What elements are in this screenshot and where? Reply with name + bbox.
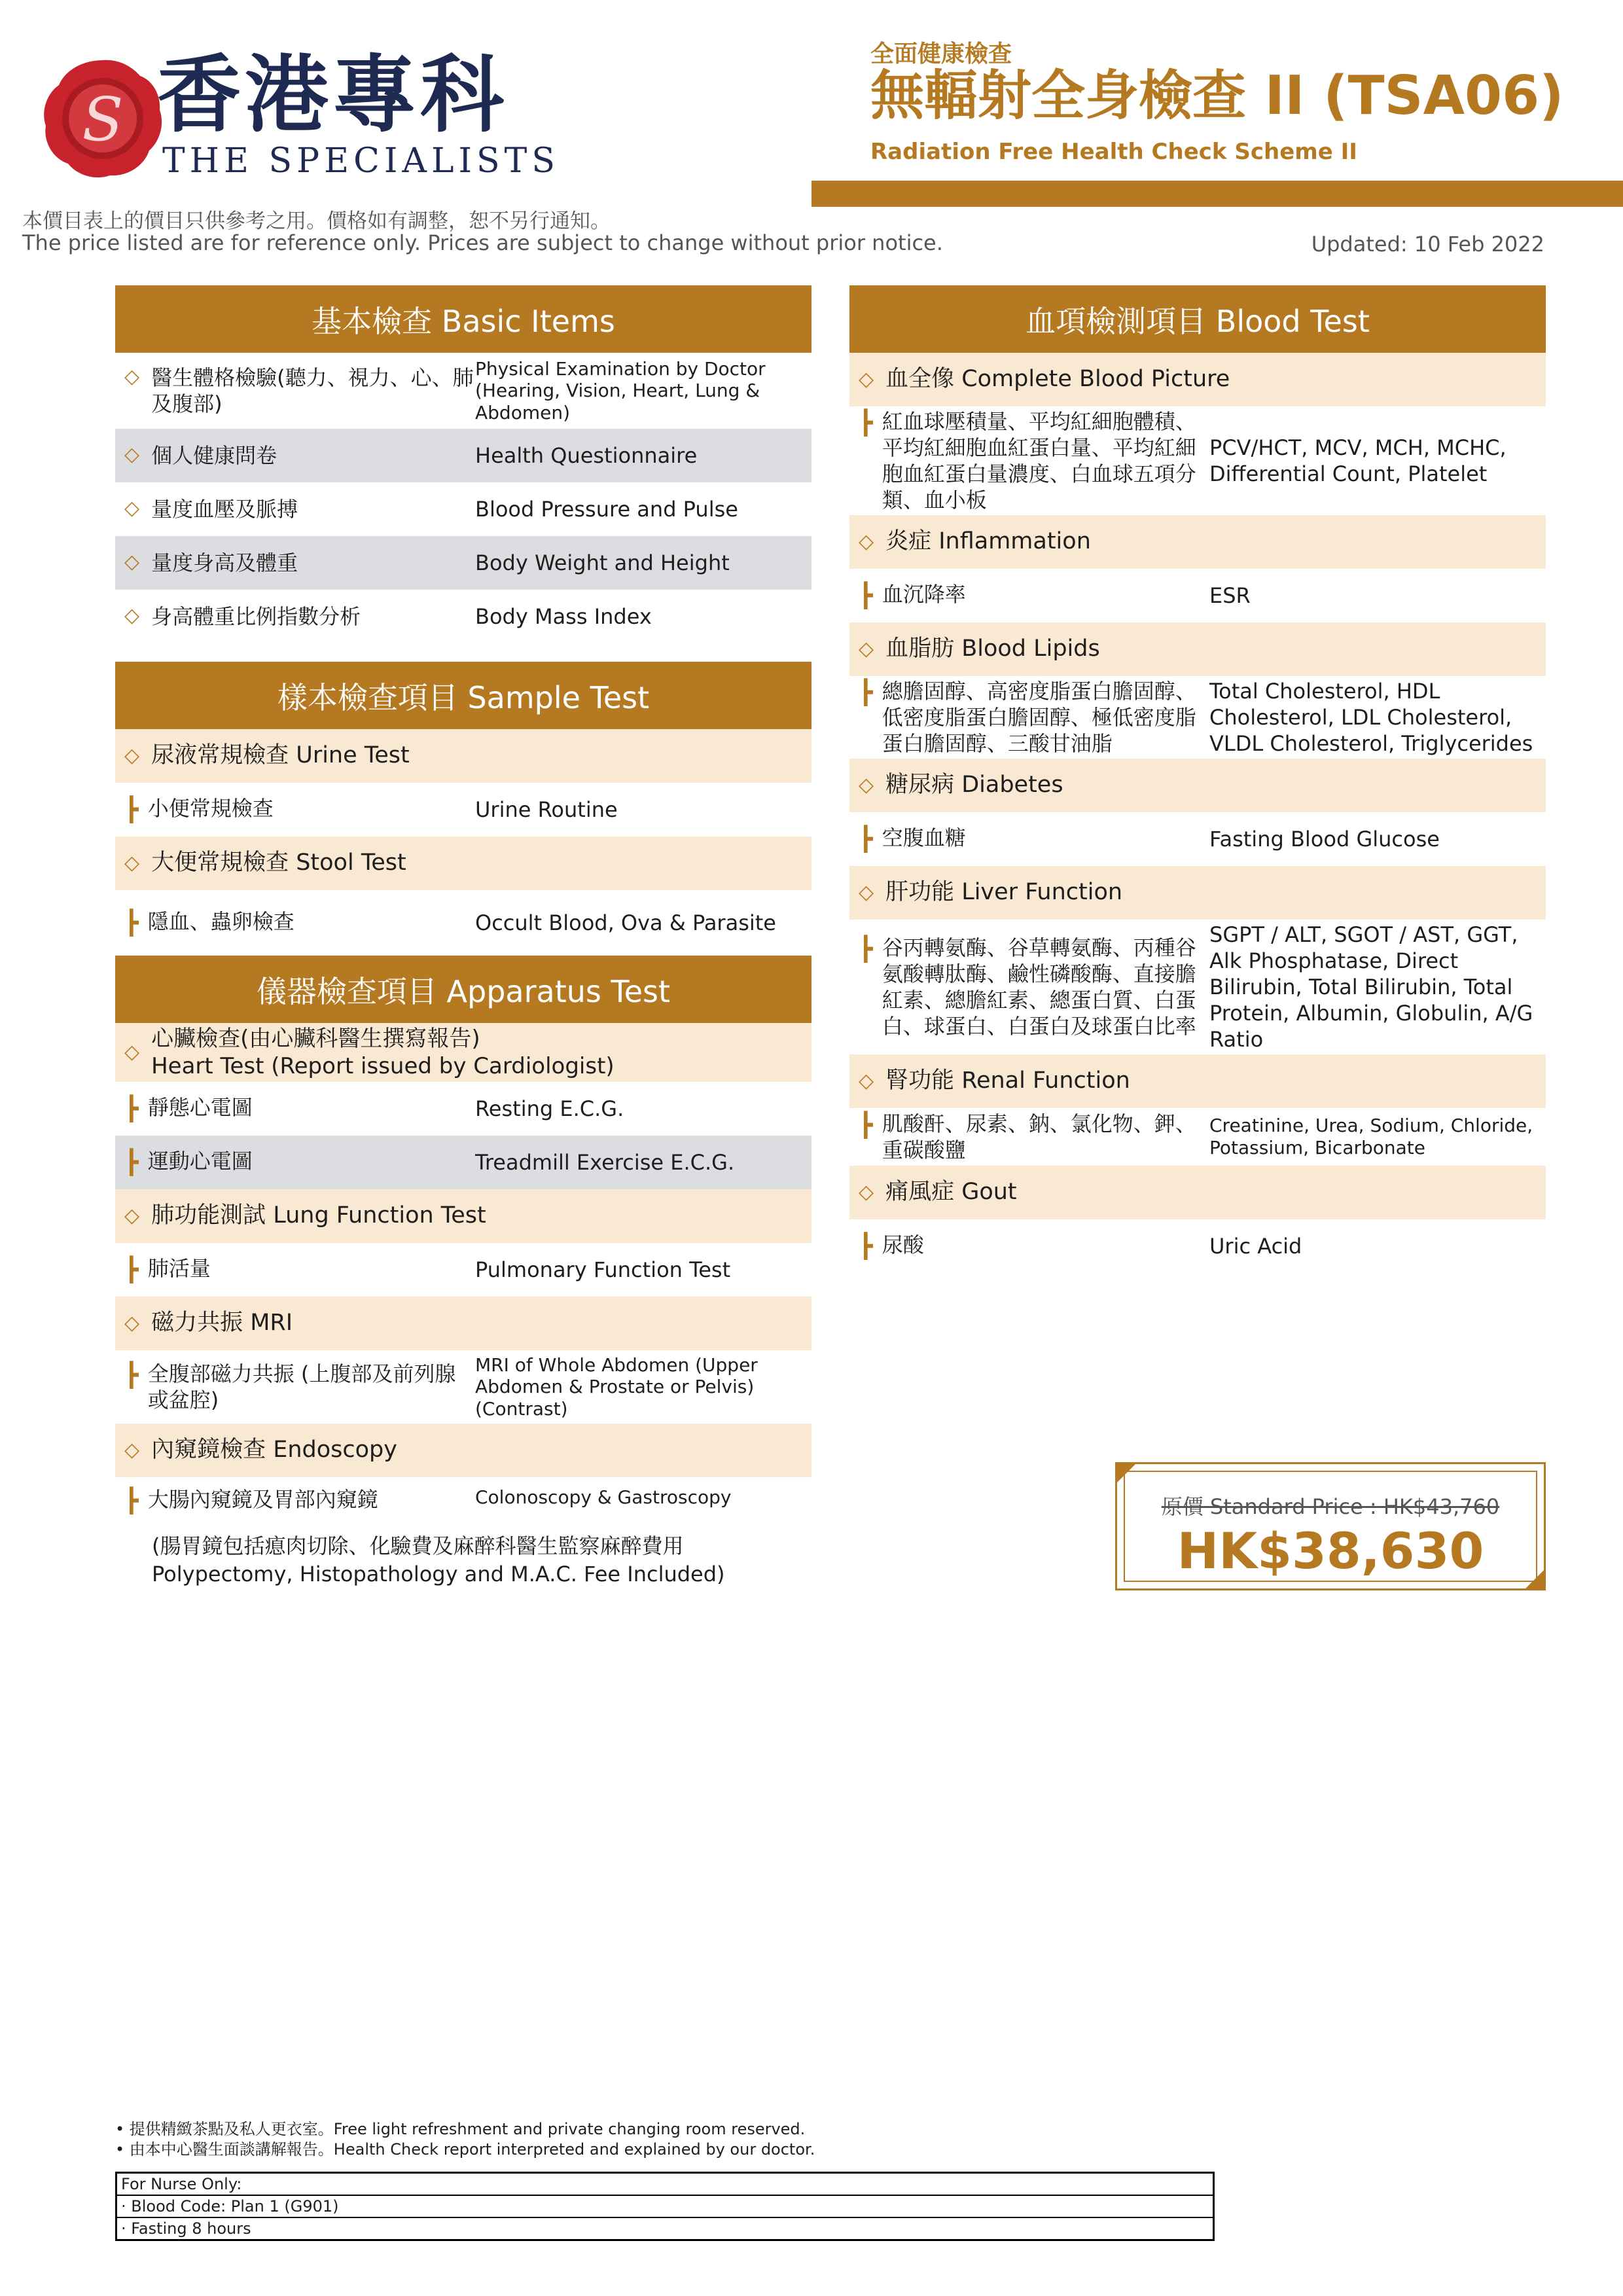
category-row: [115, 1023, 812, 1082]
category-title: 血全像 Complete Blood Picture: [885, 366, 1230, 393]
item-label-en: SGPT / ALT, SGOT / AST, GGT, Alk Phosphatase, Direct Bilirubin, Total Bilirubin, Total Protein, Albumin, Globulin, A/G Ratio: [1209, 922, 1533, 1052]
branch-icon: ┣: [124, 1488, 139, 1515]
diamond-icon: ◇: [124, 852, 140, 875]
category-title-zh: 心臟檢查(由心臟科醫生撰寫報告): [151, 1025, 480, 1052]
category-title: 腎功能 Renal Function: [885, 1067, 1130, 1094]
category-row: [115, 1189, 812, 1243]
diamond-icon: ◇: [124, 497, 140, 520]
branch-icon: ┣: [124, 1095, 139, 1122]
item-label-zh: 量度血壓及脈搏: [151, 497, 298, 522]
item-label-zh: 大腸內窺鏡及胃部內窺鏡: [147, 1487, 378, 1512]
branch-icon: ┣: [859, 582, 873, 609]
category-row: [115, 1424, 812, 1477]
note-en: Polypectomy, Histopathology and M.A.C. Fee Included): [152, 1562, 725, 1587]
category-title: 炎症 Inflammation: [885, 528, 1091, 555]
branch-icon: ┣: [124, 909, 139, 937]
diamond-icon: ◇: [124, 550, 140, 573]
item-label-zh: 運動心電圖: [147, 1148, 253, 1174]
footer-notes: [115, 2119, 815, 2160]
diamond-icon: ◇: [859, 774, 874, 797]
category-title-en: Heart Test (Report issued by Cardiologist): [151, 1053, 615, 1079]
category-row: [849, 515, 1546, 569]
item-label-zh: 肺活量: [147, 1255, 211, 1281]
branch-icon: ┣: [124, 1362, 139, 1389]
branch-icon: ┣: [124, 1149, 139, 1176]
diamond-icon: ◇: [859, 368, 874, 391]
branch-icon: ┣: [124, 796, 139, 823]
diamond-icon: ◇: [859, 1181, 874, 1204]
category-title: 尿液常規檢查 Urine Test: [151, 742, 410, 769]
item-label-zh: 尿酸: [882, 1232, 924, 1257]
updated-date: Updated: 10 Feb 2022: [1311, 232, 1544, 257]
price-inner-frame: [1124, 1471, 1537, 1582]
category-title: 磁力共振 MRI: [151, 1310, 293, 1336]
disclaimer-zh: 本價目表上的價目只供參考之用。價格如有調整，恕不另行通知。: [22, 209, 611, 233]
item-label-en: Body Mass Index: [475, 604, 652, 629]
footer-note: • 由本中心醫生面談講解報告。Health Check report interpreted and explained by our doctor.: [115, 2140, 815, 2159]
sub-item-row: [115, 1136, 812, 1189]
page-title: 無輻射全身檢查 II (TSA06): [870, 65, 1564, 127]
item-label-en: MRI of Whole Abdomen (Upper Abdomen & Prostate or Pelvis) (Contrast): [475, 1354, 758, 1420]
nurse-only-table: [115, 2172, 1215, 2241]
item-label-en: Blood Pressure and Pulse: [475, 497, 738, 522]
item-label-en: Health Questionnaire: [475, 443, 698, 468]
category-title: 大便常規檢查 Stool Test: [151, 850, 406, 876]
diamond-icon: ◇: [124, 1312, 140, 1335]
seal-logo-icon: [41, 56, 165, 181]
sub-item-row: [849, 920, 1546, 1054]
item-label-zh: 谷丙轉氨酶、谷草轉氨酶、丙種谷氨酸轉肽酶、鹼性磷酸酶、直接膽紅素、總膽紅素、總蛋白質、白蛋白、球蛋白、白蛋白及球蛋白比率: [882, 935, 1196, 1039]
sub-item-row: [115, 1082, 812, 1136]
branch-icon: ┣: [859, 1232, 873, 1260]
item-label-en: Pulmonary Function Test: [475, 1257, 731, 1282]
item-label-en: Total Cholesterol, HDL Cholesterol, LDL Cholesterol, VLDL Cholesterol, Triglycerides: [1209, 679, 1533, 756]
item-label-en: Resting E.C.G.: [475, 1096, 624, 1121]
item-label-en: Occult Blood, Ova & Parasite: [475, 910, 776, 935]
footer-note: • 提供精緻茶點及私人更衣室。Free light refreshment and private changing room reserved.: [115, 2120, 806, 2138]
diamond-icon: ◇: [124, 1439, 140, 1462]
diamond-icon: ◇: [859, 881, 874, 905]
category-row: [849, 759, 1546, 812]
section-apparatus-test: 儀器檢查項目 Apparatus Test: [115, 956, 812, 1023]
category-row: [849, 622, 1546, 676]
nurse-table-row: · Fasting 8 hours: [121, 2219, 251, 2238]
category-title: 血脂肪 Blood Lipids: [885, 636, 1100, 662]
branch-icon: ┣: [859, 410, 873, 437]
category-row: [115, 729, 812, 783]
left-column: [115, 285, 812, 1588]
package-price: HK$38,630: [1177, 1522, 1484, 1580]
item-label-zh: 總膽固醇、高密度脂蛋白膽固醇、低密度脂蛋白膽固醇、極低密度脂蛋白膽固醇、三酸甘油脂: [882, 679, 1196, 756]
item-label-en: Body Weight and Height: [475, 550, 730, 575]
item-label-zh: 血沉降率: [882, 581, 966, 607]
diamond-icon: ◇: [859, 637, 874, 661]
sub-item-row: [849, 569, 1546, 622]
item-label-zh: 靜態心電圖: [147, 1094, 253, 1120]
category-row: [115, 836, 812, 890]
branch-icon: ┣: [859, 1112, 873, 1139]
nurse-table-row: · Blood Code: Plan 1 (G901): [117, 2196, 1213, 2218]
item-label-en: PCV/HCT, MCV, MCH, MCHC, Differential Count, Platelet: [1209, 435, 1507, 486]
item-label-zh: 空腹血糖: [882, 825, 966, 850]
standard-price: 原價 Standard Price : HK$43,760: [1161, 1494, 1500, 1519]
sub-item-row: [849, 1219, 1546, 1273]
diamond-icon: ◇: [124, 443, 140, 466]
sub-item-row: [115, 890, 812, 956]
item-label-zh: 肌酸酐、尿素、鈉、氯化物、鉀、重碳酸鹽: [882, 1111, 1196, 1162]
sub-item-row: [115, 1477, 812, 1523]
note-zh: (腸胃鏡包括瘜肉切除、化驗費及麻醉科醫生監察麻醉費用: [152, 1534, 684, 1558]
footer-note-text: 提供精緻茶點及私人更衣室。Free light refreshment and private changing room reserved.: [129, 2120, 806, 2138]
section-blood-test: 血項檢測項目 Blood Test: [849, 285, 1546, 353]
category-title: 糖尿病 Diabetes: [885, 772, 1063, 798]
disclaimer-en: The price listed are for reference only. Prices are subject to change without prior notice.: [22, 230, 943, 255]
page-title-en: Radiation Free Health Check Scheme II: [870, 139, 1357, 165]
basic-item-row: [115, 353, 812, 429]
diamond-icon: ◇: [124, 744, 140, 768]
item-label-zh: 隱血、蟲卵檢查: [147, 908, 294, 934]
item-label-zh: 紅血球壓積量、平均紅細胞體積、平均紅細胞血紅蛋白量、平均紅細胞血紅蛋白量濃度、白血球五項分類、血小板: [882, 409, 1196, 512]
item-label-en: ESR: [1209, 583, 1251, 608]
item-label-zh: 小便常規檢查: [147, 795, 274, 821]
section-basic-items: 基本檢查 Basic Items: [115, 285, 812, 353]
branch-icon: ┣: [124, 1256, 139, 1283]
diamond-icon: ◇: [124, 1041, 140, 1064]
sub-item-row: [849, 676, 1546, 759]
item-label-en: Urine Routine: [475, 797, 618, 822]
sub-item-row: [115, 1350, 812, 1424]
item-label-en: Physical Examination by Doctor (Hearing, Vision, Heart, Lung & Abdomen): [475, 357, 766, 423]
nurse-table-header: For Nurse Only:: [117, 2174, 1213, 2196]
seal-letter: S: [82, 84, 124, 154]
category-row: [849, 866, 1546, 920]
basic-item-row: [115, 590, 812, 643]
diamond-icon: ◇: [859, 530, 874, 554]
item-label-zh: 身高體重比例指數分析: [151, 604, 361, 629]
item-label-en: Fasting Blood Glucose: [1209, 827, 1440, 852]
sub-item-row: [115, 783, 812, 836]
endoscopy-note: [115, 1523, 812, 1588]
item-label-en: Treadmill Exercise E.C.G.: [475, 1150, 735, 1175]
branch-icon: ┣: [859, 825, 873, 853]
section-sample-test: 樣本檢查項目 Sample Test: [115, 662, 812, 729]
branch-icon: ┣: [859, 936, 873, 963]
header-accent-bar: [812, 181, 1623, 207]
category-row: [849, 1054, 1546, 1108]
item-label-en: Colonoscopy & Gastroscopy: [475, 1486, 732, 1508]
basic-item-row: [115, 429, 812, 482]
footer-note-text: 由本中心醫生面談講解報告。Health Check report interpreted and explained by our doctor.: [129, 2140, 815, 2159]
price-box: [1115, 1462, 1546, 1590]
item-label-en: Creatinine, Urea, Sodium, Chloride, Potassium, Bicarbonate: [1209, 1115, 1533, 1158]
sub-item-row: [115, 1243, 812, 1297]
right-column: [849, 285, 1546, 1273]
brand-name-en: THE SPECIALISTS: [162, 141, 560, 181]
item-label-zh: 全腹部磁力共振 (上腹部及前列腺或盆腔): [147, 1361, 456, 1412]
item-label-en: Uric Acid: [1209, 1234, 1302, 1259]
basic-item-row: [115, 482, 812, 536]
branch-icon: ┣: [859, 679, 873, 706]
header-subtitle: 全面健康檢查: [870, 41, 1012, 67]
diamond-icon: ◇: [124, 365, 140, 388]
sub-item-row: [849, 812, 1546, 866]
brand-name-zh: 香港專科: [157, 46, 508, 144]
diamond-icon: ◇: [124, 1204, 140, 1228]
diamond-icon: ◇: [124, 604, 140, 627]
category-title: 肝功能 Liver Function: [885, 879, 1123, 906]
category-title: 痛風症 Gout: [885, 1179, 1017, 1206]
category-title: 肺功能測試 Lung Function Test: [151, 1202, 486, 1229]
category-row: [849, 353, 1546, 406]
diamond-icon: ◇: [859, 1069, 874, 1093]
category-title: 內窺鏡檢查 Endoscopy: [151, 1437, 397, 1463]
category-row: [849, 1166, 1546, 1219]
sub-item-row: [849, 1108, 1546, 1166]
basic-item-row: [115, 536, 812, 590]
item-label-zh: 醫生體格檢驗(聽力、視力、心、肺及腹部): [151, 365, 474, 416]
item-label-zh: 量度身高及體重: [151, 550, 298, 575]
sub-item-row: [849, 406, 1546, 515]
item-label-zh: 個人健康問卷: [151, 443, 277, 468]
category-row: [115, 1297, 812, 1350]
